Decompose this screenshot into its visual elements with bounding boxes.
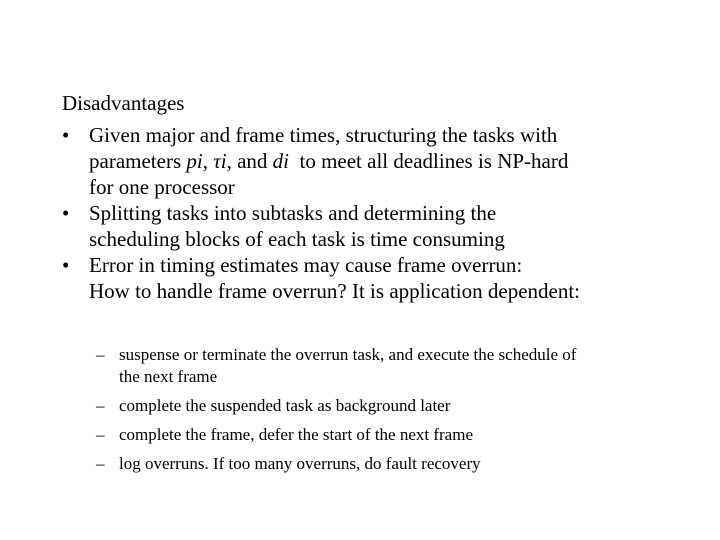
param-tau: τi [213,149,227,173]
sub-1-line-1: suspense or terminate the overrun task, and execute the schedule of [119,345,577,364]
bullet-2-line-1: Splitting tasks into subtasks and determining the [89,201,497,225]
dash-icon: – [96,425,105,444]
bullet-2-line-2: scheduling blocks of each task is time consuming [89,227,505,251]
dash-icon: – [96,454,105,473]
param-p: pi [186,149,203,173]
sub-item-1 [96,344,696,388]
bullet-item-3 [62,252,702,304]
bullet-icon: • [62,201,70,225]
sub-2-line-1: complete the suspended task as background later [119,396,451,415]
sub-item-3 [96,424,696,446]
bullet-item-2 [62,200,702,252]
sub-item-4 [96,453,696,475]
params-prefix: parameters [89,149,187,173]
bullet-list [62,122,702,304]
bullet-1-line-2 [89,148,702,174]
bullet-3-line-1: Error in timing estimates may cause frame overrun: [89,253,523,277]
sub-1-line-2: the next frame [119,367,218,386]
dash-icon: – [96,396,105,415]
bullet-1-line-1: Given major and frame times, structuring the tasks with [89,123,558,147]
dash-icon: – [96,345,105,364]
sub-4-line-1: log overruns. If too many overruns, do fault recovery [119,454,481,473]
sub-3-line-1: complete the frame, defer the start of the next frame [119,425,473,444]
params-suffix: to meet all deadlines is NP-hard [289,149,569,173]
params-sep-2: , and [226,149,273,173]
param-d: di [272,149,289,173]
params-sep-1: , [202,149,214,173]
bullet-icon: • [62,123,70,147]
bullet-icon: • [62,253,70,277]
sub-bullet-list [96,344,696,482]
bullet-item-1 [62,122,702,200]
bullet-3-line-2: How to handle frame overrun? It is application dependent: [89,279,580,303]
bullet-1-line-3: for one processor [89,175,235,199]
sub-item-2 [96,395,696,417]
slide-heading: Disadvantages [62,91,185,115]
